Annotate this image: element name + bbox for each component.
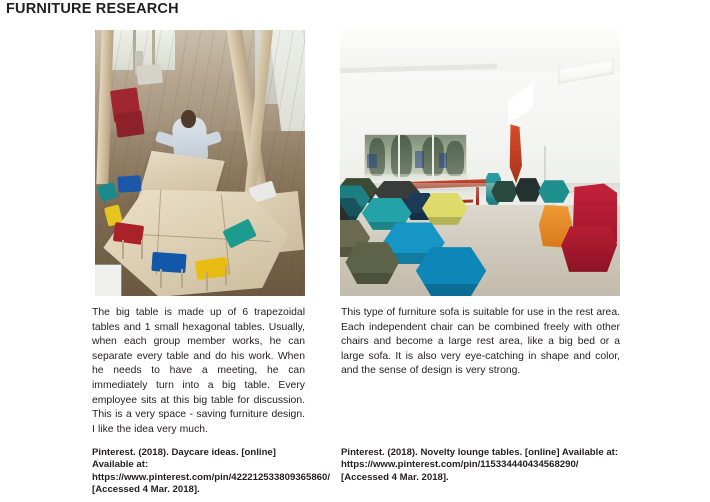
grey-chair-seat [136, 63, 163, 84]
foreground-hexagonal-seat-group [340, 178, 536, 296]
stool-leg [122, 240, 124, 259]
right-source-citation: Pinterest. (2018). Novelty lounge tables. [online] Available at: https://www.pinterest.com/pin/115334440434568290/ [Accessed 4 Mar. 2018]. [341, 447, 619, 483]
window-blue-object [415, 151, 424, 168]
window-tree [446, 141, 464, 176]
novelty-lounge-hexagonal-sofa-photo [340, 28, 620, 296]
stool-leg [181, 269, 183, 288]
floor-box [95, 264, 122, 296]
yellow-stool [195, 257, 229, 280]
window-blue-object [439, 153, 447, 168]
window-blue-object [367, 154, 377, 168]
left-source-citation: Pinterest. (2018). Daycare ideas. [online] Available at: https://www.pinterest.com/pin/422212533809365860/ [Accessed 4 Mar. 2018]. [92, 447, 330, 496]
blue-stool-rear [118, 176, 142, 194]
left-description-paragraph: The big table is made up of 6 trapezoidal tables and 1 small hexagonal tables. Usually, when each group member works, he can separate every table and do his work. When he needs to have a meeting, he can immediately turn into a big table. Every employee sits at this big table for discussion. This is a very space - saving furniture design. I like the idea very much. [92, 307, 305, 435]
right-description-paragraph: This type of furniture sofa is suitable for use in the rest area. Each independent chair can be combined freely with other chairs and become a large rest area, like a big bed or a large sofa. It is also very eye-catching in shape and color, and the sense of design is very strong. [341, 307, 620, 377]
red-chair-seat [114, 111, 144, 139]
stool-leg [225, 267, 227, 286]
photo-scene-right [340, 28, 620, 296]
teal-hex-seat [538, 180, 569, 203]
person-head [181, 110, 196, 129]
stool-leg [206, 272, 208, 291]
photo-scene-left [95, 30, 305, 296]
page-title: FURNITURE RESEARCH [6, 1, 179, 17]
daycare-hexagonal-table-photo [95, 30, 305, 296]
red-armchair-seat [561, 226, 617, 272]
stool-leg [160, 269, 162, 288]
window-tree [391, 135, 411, 177]
stool-leg [141, 240, 143, 259]
